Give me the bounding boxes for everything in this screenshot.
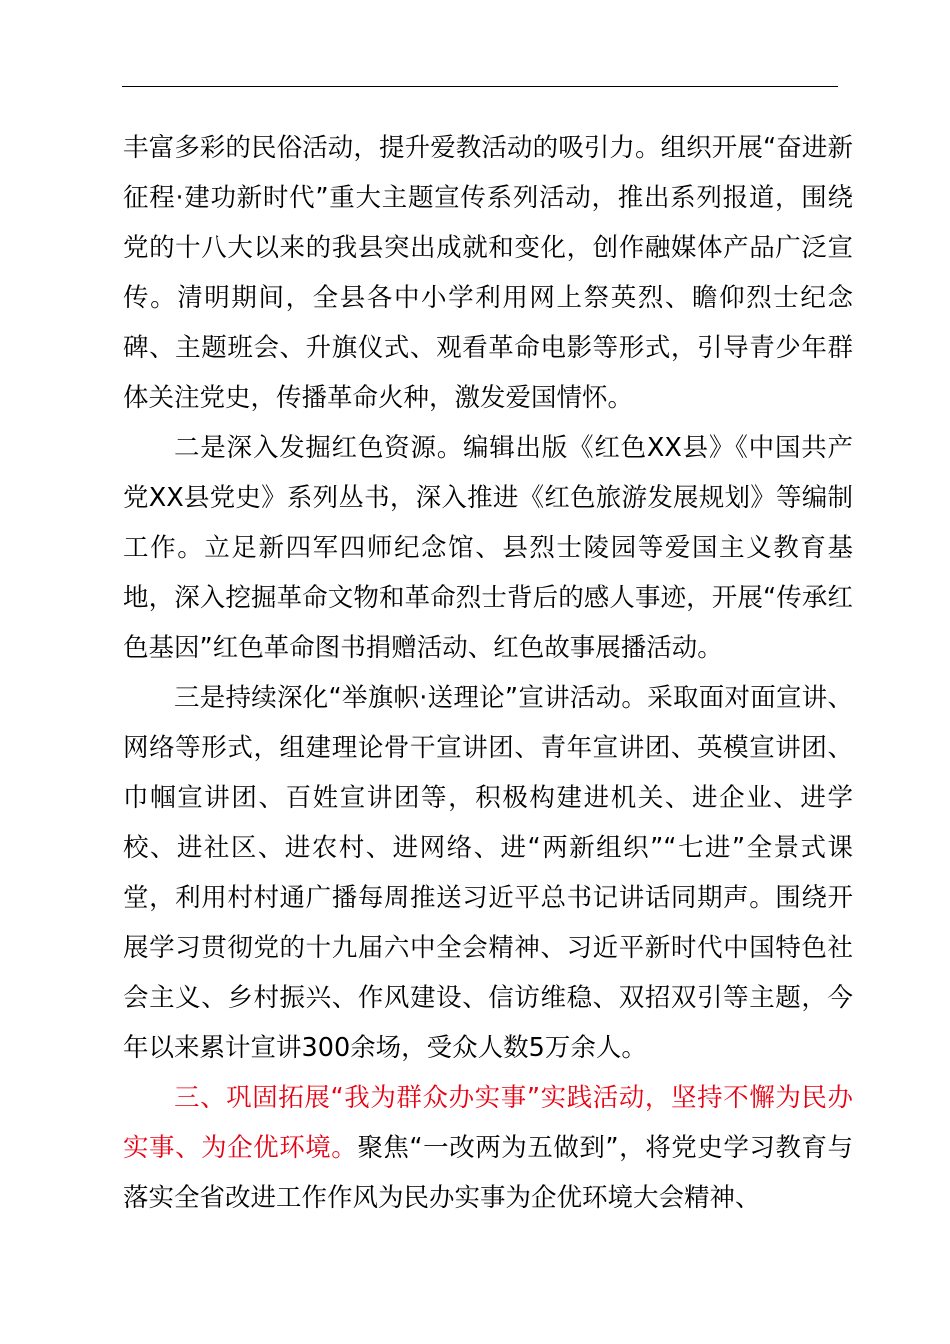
header-rule (122, 86, 838, 87)
paragraph-text: 聚焦“一改两为五做到”，将党史学习教育与落实全省改进工作作风为民办实事为企优环境大会精神、 (123, 1133, 853, 1213)
document-body (123, 123, 853, 1223)
paragraph-section-three (123, 1073, 853, 1223)
paragraph-text: 二是深入发掘红色资源。编辑出版《红色XX县》《中国共产党XX县党史》系列丛书，深入推进《红色旅游发展规划》等编制工作。立足新四军四师纪念馆、县烈士陵园等爱国主义教育基地，深入挖掘革命文物和革命烈士背后的感人事迹，开展“传承红色基因”红色革命图书捐赠活动、红色故事展播活动。 (123, 433, 853, 663)
paragraph-theory-lectures (123, 673, 853, 1073)
paragraph-text: 三是持续深化“举旗帜·送理论”宣讲活动。采取面对面宣讲、网络等形式，组建理论骨干宣讲团、青年宣讲团、英模宣讲团、巾帼宣讲团、百姓宣讲团等，积极构建进机关、进企业、进学校、进社区、进农村、进网络、进“两新组织”“七进”全景式课堂，利用村村通广播每周推送习近平总书记讲话同期声。围绕开展学习贯彻党的十九届六中全会精神、习近平新时代中国特色社会主义、乡村振兴、作风建设、信访维稳、双招双引等主题，今年以来累计宣讲300余场，受众人数5万余人。 (123, 683, 853, 1063)
paragraph-text: 丰富多彩的民俗活动，提升爱教活动的吸引力。组织开展“奋进新征程·建功新时代”重大主题宣传系列活动，推出系列报道，围绕党的十八大以来的我县突出成就和变化，创作融媒体产品广泛宣传。清明期间，全县各中小学利用网上祭英烈、瞻仰烈士纪念碑、主题班会、升旗仪式、观看革命电影等形式，引导青少年群体关注党史，传播革命火种，激发爱国情怀。 (123, 133, 853, 413)
paragraph-red-resources (123, 423, 853, 673)
section-heading: 三、巩固拓展“我为群众办实事”实践活动，坚持不懈为民办实事、为企优环境。 (123, 1083, 853, 1163)
paragraph-continuation (123, 123, 853, 423)
